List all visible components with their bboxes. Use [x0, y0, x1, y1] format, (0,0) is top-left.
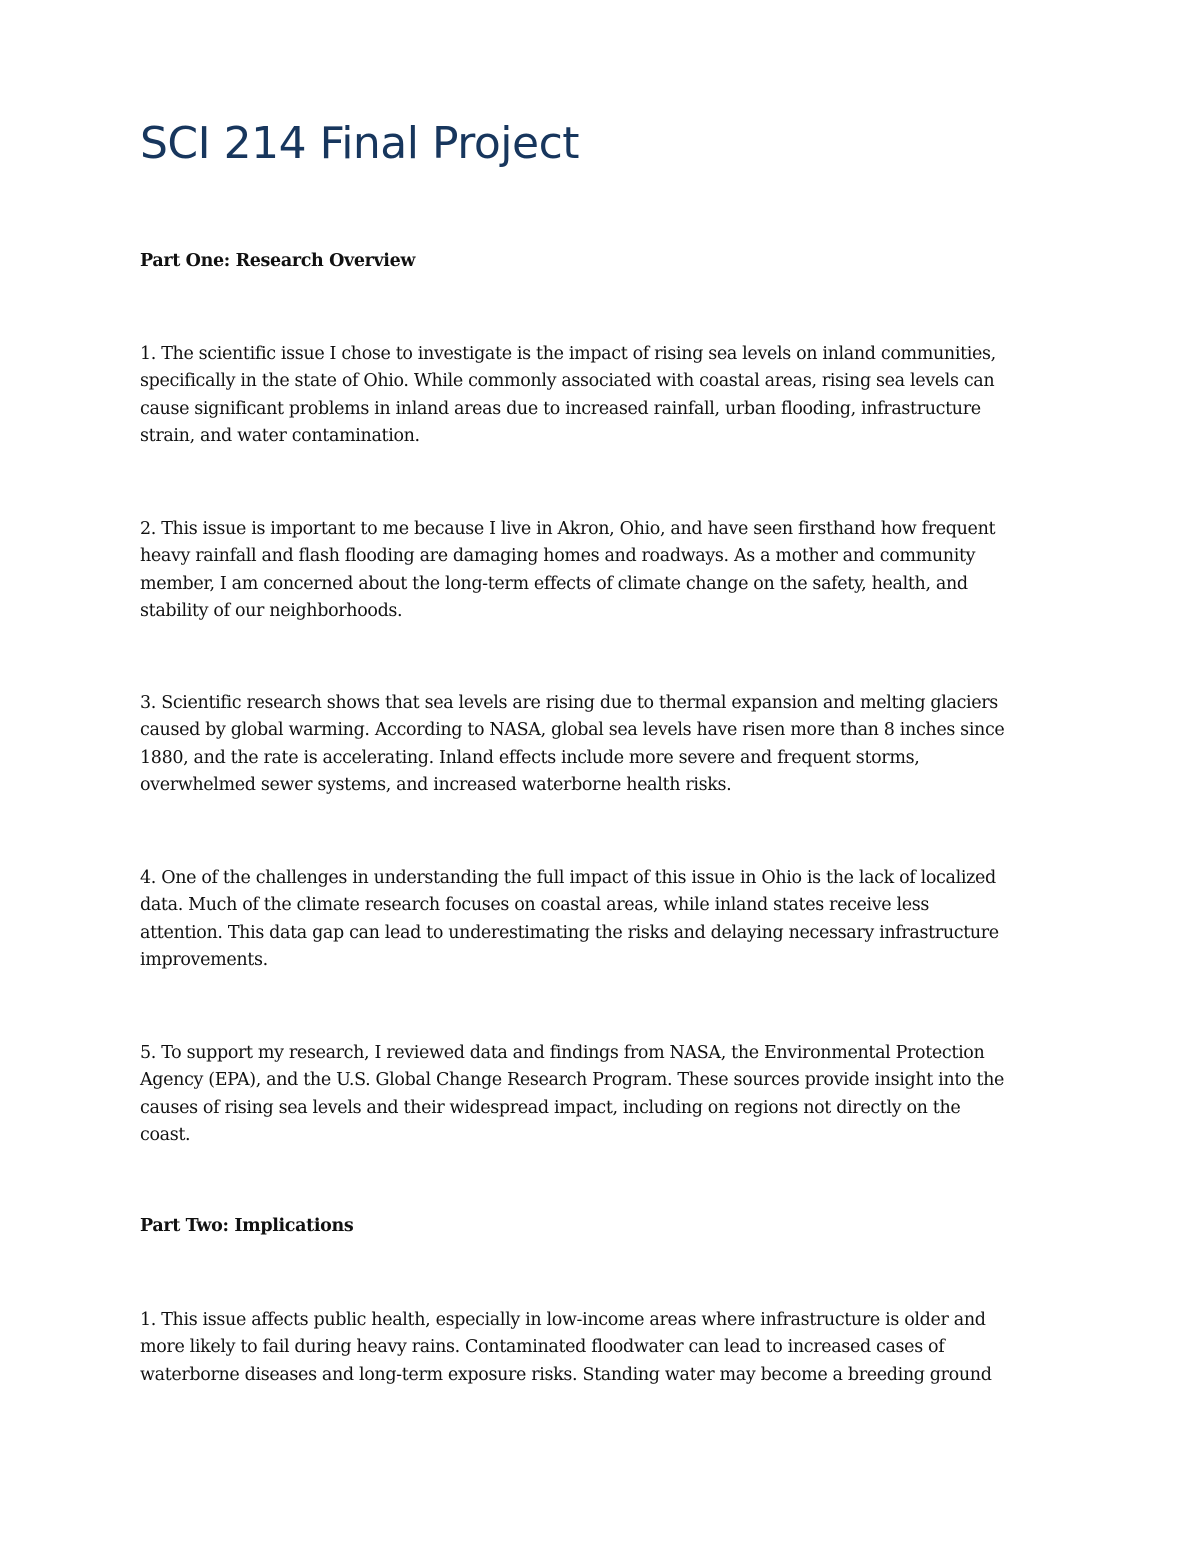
text-line: heavy rainfall and flash flooding are damaging homes and roadways. As a mother and community: [140, 546, 976, 567]
part-one-item-5: [140, 1040, 1065, 1150]
part-one-heading: Part One: Research Overview: [140, 251, 416, 271]
text-line: improvements.: [140, 950, 268, 971]
text-line: 1880, and the rate is accelerating. Inland effects include more severe and frequent storms,: [140, 747, 920, 768]
text-line: strain, and water contamination.: [140, 426, 420, 447]
text-line: Agency (EPA), and the U.S. Global Change Research Program. These sources provide insight into the: [140, 1070, 1005, 1091]
text-line: waterborne diseases and long-term exposure risks. Standing water may become a breeding ground: [140, 1364, 992, 1385]
part-two-item-1: [140, 1307, 1065, 1389]
text-line: overwhelmed sewer systems, and increased waterborne health risks.: [140, 775, 732, 796]
part-one-item-1: [140, 341, 1065, 451]
text-line: stability of our neighborhoods.: [140, 601, 403, 622]
text-line: 2. This issue is important to me because I live in Akron, Ohio, and have seen firsthand how frequent: [140, 519, 996, 539]
part-one-item-4: [140, 865, 1065, 975]
part-one-item-3: [140, 690, 1065, 800]
text-line: specifically in the state of Ohio. While commonly associated with coastal areas, rising sea levels can: [140, 371, 995, 392]
text-line: 5. To support my research, I reviewed data and findings from NASA, the Environmental Protection: [140, 1043, 985, 1063]
text-line: cause significant problems in inland areas due to increased rainfall, urban flooding, infrastructure: [140, 398, 981, 419]
text-line: coast.: [140, 1125, 191, 1146]
text-line: 3. Scientific research shows that sea levels are rising due to thermal expansion and melting glaciers: [140, 693, 998, 713]
part-two-heading: Part Two: Implications: [140, 1216, 354, 1236]
text-line: member, I am concerned about the long-term effects of climate change on the safety, health, and: [140, 573, 968, 594]
text-line: attention. This data gap can lead to underestimating the risks and delaying necessary infrastructure: [140, 922, 999, 943]
document-title: SCI 214 Final Project: [140, 118, 580, 169]
text-line: causes of rising sea levels and their widespread impact, including on regions not directly on the: [140, 1097, 961, 1118]
text-line: data. Much of the climate research focuses on coastal areas, while inland states receive less: [140, 895, 930, 916]
text-line: 4. One of the challenges in understanding the full impact of this issue in Ohio is the lack of localized: [140, 868, 996, 888]
part-one-item-2: [140, 516, 1065, 626]
text-line: more likely to fail during heavy rains. Contaminated floodwater can lead to increased cases of: [140, 1337, 945, 1358]
text-line: 1. The scientific issue I chose to investigate is the impact of rising sea levels on inland communities,: [140, 344, 996, 364]
text-line: caused by global warming. According to NASA, global sea levels have risen more than 8 inches since: [140, 720, 1005, 741]
text-line: 1. This issue affects public health, especially in low-income areas where infrastructure is older and: [140, 1310, 986, 1330]
